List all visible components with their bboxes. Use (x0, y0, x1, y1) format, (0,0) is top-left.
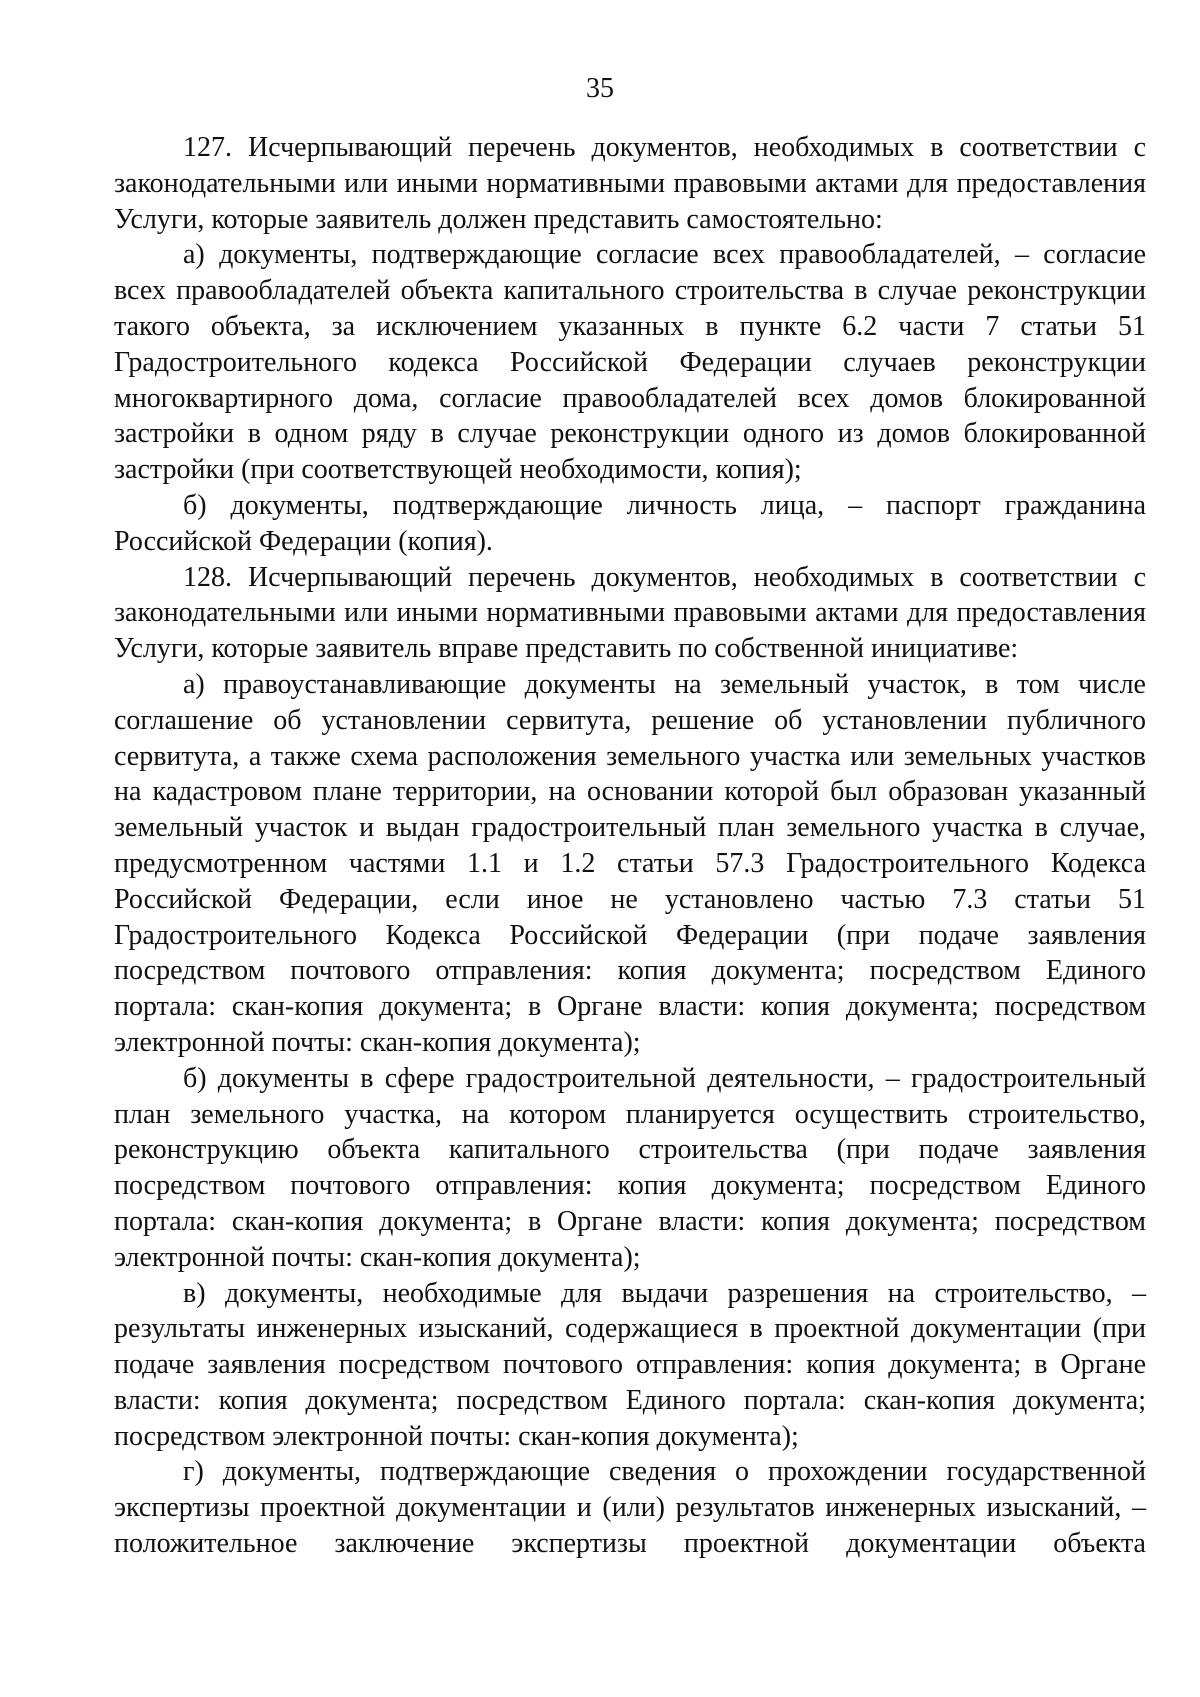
text-line: сервитута, а также схема расположения земельного участка или земельных участков (114, 740, 1146, 772)
text-line: экспертизы проектной документации и (или) результатов инженерных изысканий, – (114, 1492, 1146, 1524)
text-line: законодательными или иными нормативными правовыми актами для предоставления (114, 167, 1146, 199)
text-line: застройки в одном ряду в случае реконструкции одного из домов блокированной (114, 418, 1146, 450)
text-line: Российской Федерации, если иное не установлено частью 7.3 статьи 51 (114, 883, 1146, 915)
text-line: результаты инженерных изысканий, содержащиеся в проектной документации (при (114, 1313, 1146, 1345)
paragraph-first-line: г) документы, подтверждающие сведения о прохождении государственной (183, 1456, 1146, 1488)
text-line: портала: скан-копия документа; в Органе власти: копия документа; посредством (114, 991, 1146, 1023)
text-line: Градостроительного кодекса Российской Федерации случаев реконструкции (114, 346, 1146, 378)
document-body (114, 130, 1146, 1562)
text-line: посредством почтового отправления: копия документа; посредством Единого (114, 1170, 1146, 1202)
text-line: посредством почтового отправления: копия документа; посредством Единого (114, 955, 1146, 987)
text-line: власти: копия документа; посредством Единого портала: скан-копия документа; (114, 1384, 1146, 1416)
text-line: портала: скан-копия документа; в Органе власти: копия документа; посредством (114, 1205, 1146, 1237)
text-line: многоквартирного дома, согласие правообладателей всех домов блокированной (114, 382, 1146, 414)
paragraph-first-line: 127. Исчерпывающий перечень документов, необходимых в соответствии с (183, 132, 1146, 163)
paragraph-first-line: а) правоустанавливающие документы на земельный участок, в том числе (183, 668, 1146, 700)
paragraph-first-line: в) документы, необходимые для выдачи разрешения на строительство, – (183, 1277, 1146, 1309)
paragraph-first-line: б) документы в сфере градостроительной деятельности, – градостроительный (183, 1062, 1146, 1094)
text-line: предусмотренном частями 1.1 и 1.2 статьи 57.3 Градостроительного Кодекса (114, 847, 1146, 879)
text-line: всех правообладателей объекта капитального строительства в случае реконструкции (114, 275, 1146, 307)
text-line: земельный участок и выдан градостроительный план земельного участка в случае, (114, 812, 1146, 844)
paragraph-first-line: 128. Исчерпывающий перечень документов, необходимых в соответствии с (183, 561, 1146, 593)
text-line: подаче заявления посредством почтового отправления: копия документа; в Органе (114, 1349, 1146, 1381)
text-line: электронной почты: скан-копия документа); (114, 1026, 641, 1058)
text-line: положительное заключение экспертизы проектной документации объекта (114, 1528, 1146, 1560)
text-line: реконструкцию объекта капитального строительства (при подаче заявления (114, 1134, 1146, 1166)
text-line: электронной почты: скан-копия документа); (114, 1241, 641, 1273)
text-line: план земельного участка, на котором планируется осуществить строительство, (114, 1098, 1146, 1130)
text-line: Российской Федерации (копия). (114, 525, 493, 557)
text-line: застройки (при соответствующей необходимости, копия); (114, 454, 802, 486)
text-line: посредством электронной почты: скан-копия документа); (114, 1420, 799, 1452)
text-line: Градостроительного Кодекса Российской Федерации (при подаче заявления (114, 919, 1146, 951)
page-number: 35 (586, 73, 614, 104)
text-line: соглашение об установлении сервитута, решение об установлении публичного (114, 704, 1146, 736)
text-line: такого объекта, за исключением указанных в пункте 6.2 части 7 статьи 51 (114, 310, 1146, 342)
text-line: Услуги, которые заявитель вправе представить по собственной инициативе: (114, 633, 1019, 665)
text-line: законодательными или иными нормативными правовыми актами для предоставления (114, 597, 1146, 629)
paragraph-first-line: б) документы, подтверждающие личность лица, – паспорт гражданина (183, 489, 1146, 521)
text-line: на кадастровом плане территории, на основании которой был образован указанный (114, 776, 1146, 808)
paragraph-first-line: а) документы, подтверждающие согласие всех правообладателей, – согласие (183, 239, 1146, 271)
text-line: Услуги, которые заявитель должен представить самостоятельно: (114, 203, 883, 235)
